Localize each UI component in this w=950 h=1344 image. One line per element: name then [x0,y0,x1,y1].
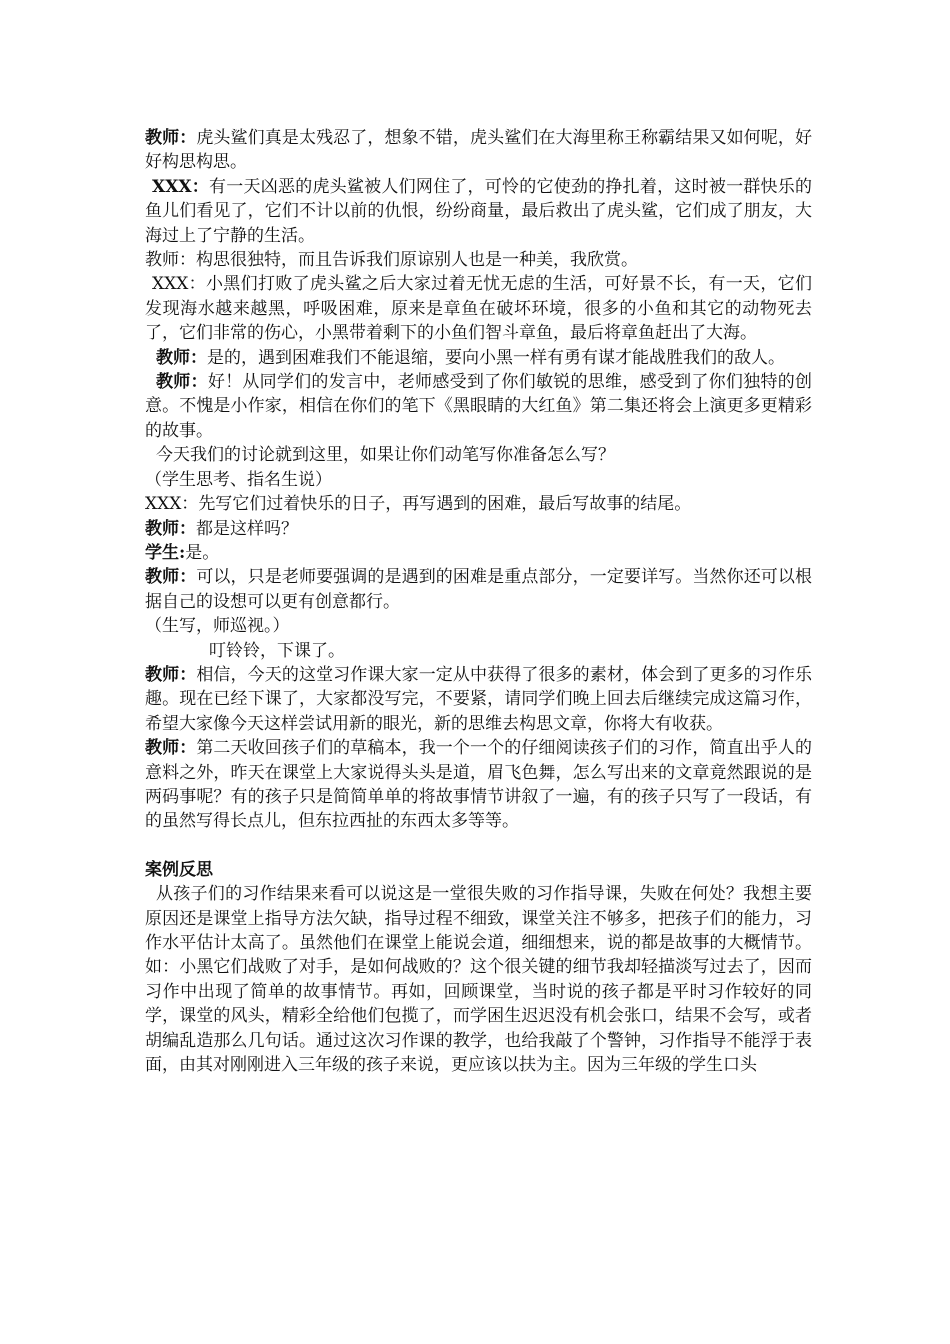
dialogue-text: 叮铃铃，下课了。 [209,640,345,661]
dialogue-text: 虎头鲨们真是太残忍了，想象不错，虎头鲨们在大海里称王称霸结果又如何呢，好好构思构思。 [145,128,813,173]
document-page [145,126,812,1077]
speaker-label: 教师： [156,347,207,368]
dialogue-line [145,492,812,516]
dialogue-line [145,175,812,248]
reflection-body: 从孩子们的习作结果来看可以说这是一堂很失败的习作指导课，失败在何处？我想主要原因还是课堂上指导方法欠缺，指导过程不细致，课堂关注不够多，把孩子们的能力，习作水平估计太高了。虽然他们在课堂上能说会道，细细想来，说的都是故事的大概情节。如：小黑它们战败了对手，是如何战败的？这个很关键的细节我却轻描淡写过去了，因而习作中出现了简单的故事情节。再如，回顾课堂，当时说的孩子都是平时习作较好的同学，课堂的风头，精彩全给他们包揽了，而学困生迟迟没有机会张口，结果不会写，或者胡编乱造那么几句话。通过这次习作课的教学，也给我敲了个警钟，习作指导不能浮于表面，由其对刚刚进入三年级的孩子来说，更应该以扶为主。因为三年级的学生口头 [145,884,812,1076]
speaker-label: XXX： [152,274,206,295]
section-spacer [145,834,812,858]
narration-line [145,468,812,492]
dialogue-line [145,248,812,272]
dialogue-text: 有一天凶恶的虎头鲨被人们网住了，可怜的它使劲的挣扎着，这时被一群快乐的鱼儿们看见了，它们不计以前的仇恨，纷纷商量，最后救出了虎头鲨，它们成了朋友，大海过上了宁静的生活。 [145,176,812,246]
narration-line [145,639,812,663]
speaker-label: 教师： [145,664,197,685]
dialogue-text: 构思很独特，而且告诉我们原谅别人也是一种美，我欣赏。 [196,250,638,271]
dialogue-line [145,370,812,443]
speaker-label: 教师： [145,738,197,759]
dialogue-line [145,736,812,834]
speaker-label: XXX： [145,494,199,515]
dialogue-line [145,126,812,175]
dialogue-line [145,517,812,541]
dialogue-text: 都是这样吗？ [196,518,298,539]
speaker-label: 教师： [145,518,196,539]
narration-line [145,443,812,467]
dialogue-text: 是的，遇到困难我们不能退缩，要向小黑一样有勇有谋才能战胜我们的敌人。 [207,347,785,368]
dialogue-text: （学生思考、指名生说） [145,469,332,490]
dialogue-line [145,272,812,345]
section-heading: 案例反思 [145,859,213,880]
dialogue-line [145,565,812,614]
dialogue-text: 相信，今天的这堂习作课大家一定从中获得了很多的素材，体会到了更多的习作乐趣。现在已经下课了，大家都没写完，不要紧，请同学们晚上回去后继续完成这篇习作，希望大家像今天这样尝试用新的眼光，新的思维去构思文章，你将大有收获。 [145,664,813,734]
dialogue-line [145,541,812,565]
dialogue-text: 好！从同学们的发言中，老师感受到了你们敏锐的思维，感受到了你们独特的创意。不愧是小作家，相信在你们的笔下《黑眼睛的大红鱼》第二集还将会上演更多更精彩的故事。 [145,372,813,441]
dialogue-text: 今天我们的讨论就到这里，如果让你们动笔写你准备怎么写？ [156,445,615,466]
speaker-label: 教师： [156,372,208,393]
dialogue-text: （生写，师巡视。） [145,616,290,637]
dialogue-text: 是。 [185,542,220,563]
dialogue-text: 第二天收回孩子们的草稿本，我一个一个的仔细阅读孩子们的习作，简直出乎人的意料之外，昨天在课堂上大家说得头头是道，眉飞色舞，怎么写出来的文章竟然跟说的是两码事呢？有的孩子只是简简单单的将故事情节讲叙了一遍，有的孩子只写了一段话，有的虽然写得长点儿，但东拉西扯的东西太多等等。 [145,738,813,832]
dialogue-text: 可以，只是老师要强调的是遇到的困难是重点部分，一定要详写。当然你还可以根据自己的设想可以更有创意都行。 [145,567,813,612]
dialogue-text: 小黑们打败了虎头鲨之后大家过着无忧无虑的生活，可好景不长，有一天，它们发现海水越来越黑，呼吸困难，原来是章鱼在破坏环境，很多的小鱼和其它的动物死去了，它们非常的伤心，小黑带着剩下的小鱼们智斗章鱼，最后将章鱼赶出了大海。 [145,274,813,344]
narration-line [145,614,812,638]
dialogue-line [145,663,812,736]
speaker-label: 学生: [145,542,186,563]
speaker-label: XXX： [152,176,210,197]
speaker-label: 教师： [145,250,196,271]
speaker-label: 教师： [145,567,197,588]
dialogue-text: 先写它们过着快乐的日子，再写遇到的困难，最后写故事的结尾。 [198,494,692,515]
dialogue-line [145,346,812,370]
speaker-label: 教师： [145,128,197,148]
